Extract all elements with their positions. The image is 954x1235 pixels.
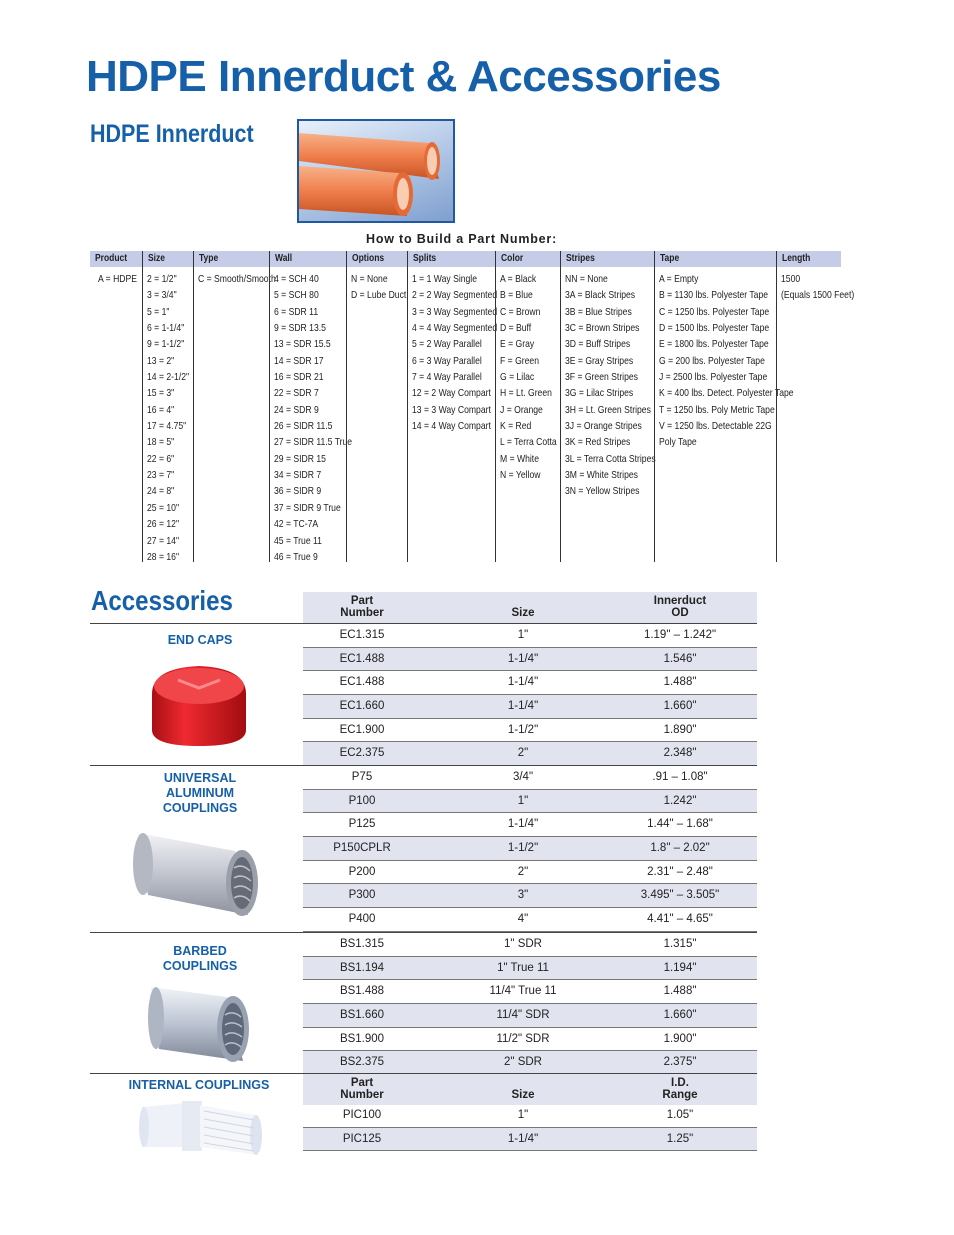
table-row [303,1128,757,1152]
column-tape [654,251,794,562]
table-row [303,980,757,1004]
table-row [303,1051,757,1075]
table-row [303,884,757,908]
list-item: 18 = 5" [147,436,175,449]
list-item: B = 1130 lbs. Polyester Tape [659,289,769,302]
table-row [303,719,757,743]
list-item: 24 = SDR 9 [274,403,319,416]
list-item: 2 = 1/2" [147,273,177,285]
od-cell: 1.488" [663,985,697,998]
size-cell: 3/4" [512,771,534,783]
list-item: 3A = Black Stripes [565,289,636,302]
part-number-cell: P200 [348,865,376,878]
list-item: N = Yellow [500,469,541,482]
column-length [776,251,855,562]
list-item: 1500 [781,273,801,285]
list-item: 4 = 4 Way Segmented [412,322,498,335]
list-item: 5 = SCH 80 [274,289,319,302]
part-number-header: Part Number [340,595,384,619]
od-cell: 1.900" [663,1032,697,1045]
page-title: HDPE Innerduct & Accessories [86,52,721,101]
innerduct-heading: HDPE Innerduct [90,120,254,148]
list-item: 3G = Lilac Stripes [565,387,634,400]
list-item: E = Gray [500,338,535,351]
column-size [142,251,194,562]
part-number-cell: EC1.900 [339,723,385,736]
column-header: Wall [275,253,293,264]
part-number-cell: BS1.488 [339,985,385,998]
od-cell: 1.488" [663,676,697,689]
size-cell: 1" [517,1109,529,1121]
list-item: G = Lilac [500,371,535,384]
column-stripes [560,251,655,562]
list-item: M = White [500,452,540,465]
accessories-table-header [303,592,757,623]
list-item: 16 = 4" [147,403,175,416]
list-item: A = Black [500,273,537,285]
column-splits [407,251,496,562]
list-item: D = Buff [500,322,532,335]
od-cell: 2.375" [663,1056,697,1069]
barbed-couplings-label: BARBED COUPLINGS [162,944,238,973]
list-item: 4 = SCH 40 [274,273,319,285]
list-item: 13 = SDR 15.5 [274,338,331,351]
od-cell: 3.495" – 3.505" [640,889,720,902]
list-item: A = HDPE [98,273,138,285]
list-item: 6 = 3 Way Parallel [412,354,482,367]
size-cell: 1-1/2" [507,842,539,855]
od-cell: 1.8" – 2.02" [650,842,710,855]
list-item: 42 = TC-7A [274,518,319,531]
list-item: J = 2500 lbs. Polyester Tape [659,371,768,384]
part-number-cell: PIC100 [342,1109,382,1121]
part-number-cell: P100 [348,794,376,807]
part-number-cell: EC1.315 [339,629,385,641]
column-header: Type [199,253,219,264]
list-item: V = 1250 lbs. Detectable 22G [659,420,772,433]
column-header: Tape [660,253,680,264]
list-item: 3H = Lt. Green Stripes [565,403,651,416]
part-number-cell: BS1.194 [339,961,385,974]
size-cell: 1-1/4" [507,1132,539,1145]
column-header: Options [352,253,385,264]
table-row [303,1104,757,1128]
end-caps-label: END CAPS [167,633,233,647]
part-number-cell: BS1.315 [339,938,385,950]
size-cell: 1" True 11 [497,961,549,974]
list-item: 3L = Terra Cotta Stripes [565,452,656,465]
list-item: 25 = 10" [147,501,180,514]
od-cell: 1.890" [663,723,697,736]
list-item: 37 = SIDR 9 True [274,501,341,514]
column-header: Color [501,253,524,264]
size-cell: 1-1/2" [507,723,539,736]
list-item: G = 200 lbs. Polyester Tape [659,354,765,367]
list-item: 7 = 4 Way Parallel [412,371,482,384]
column-options [346,251,408,562]
aluminum-couplings-label: UNIVERSAL ALUMINUM COUPLINGS [162,771,238,815]
list-item: 45 = True 11 [274,534,322,547]
list-item: K = 400 lbs. Detect. Polyester Tape [659,387,794,400]
table-row [303,624,757,648]
list-item: 5 = 1" [147,305,170,318]
internal-couplings-rows [303,1104,757,1151]
list-item: 3C = Brown Stripes [565,322,640,335]
list-item: NN = None [565,273,608,285]
list-item: 14 = 2-1/2" [147,371,190,384]
list-item: 3F = Green Stripes [565,371,638,384]
od-cell: 1.194" [663,961,697,974]
size-cell: 11/2" SDR [496,1032,550,1045]
column-header: Stripes [566,253,595,264]
list-item: 3D = Buff Stripes [565,338,631,351]
accessories-heading: Accessories [91,585,233,616]
table-row [303,695,757,719]
value-list [147,271,198,565]
table-row [303,742,757,766]
list-item: 26 = SIDR 11.5 [274,420,333,433]
od-cell: 1.660" [663,700,697,713]
od-cell: 1.05" [666,1109,694,1121]
list-item: 3M = White Stripes [565,469,638,482]
column-header: Splits [413,253,437,264]
list-item: Poly Tape [659,436,697,449]
table-row [303,933,757,957]
list-item: 6 = 1-1/4" [147,322,185,335]
table-row [303,837,757,861]
od-cell: 1.19" – 1.242" [643,629,717,641]
list-item: D = 1500 lbs. Polyester Tape [659,322,770,335]
part-number-cell: P125 [348,818,376,831]
column-header: Length [782,253,811,264]
size-cell: 1" [517,629,529,641]
part-number-header: Part Number [340,1077,384,1101]
list-item: 13 = 3 Way Compart [412,403,491,416]
part-number-cell: P400 [348,913,376,926]
table-row [303,957,757,981]
size-cell: 1" SDR [504,938,542,950]
part-number-cell: BS1.660 [339,1009,385,1022]
list-item: B = Blue [500,289,533,302]
size-cell: 4" [517,913,529,926]
list-item: C = 1250 lbs. Polyester Tape [659,305,770,318]
list-item: 3 = 3 Way Segmented [412,305,498,318]
column-header: Product [95,253,128,264]
size-cell: 2" [517,747,529,760]
list-item: 1 = 1 Way Single [412,273,478,285]
size-cell: 3" [517,889,529,902]
od-cell: 2.348" [663,747,697,760]
list-item: 12 = 2 Way Compart [412,387,491,400]
list-item: 14 = SDR 17 [274,354,324,367]
list-item: J = Orange [500,403,543,416]
list-item: N = None [351,273,388,285]
size-cell: 1" [517,794,529,807]
part-number-builder-title: How to Build a Part Number: [366,232,558,246]
part-number-cell: EC1.488 [339,676,385,689]
part-number-cell: P75 [351,771,373,783]
part-number-cell: EC1.660 [339,700,385,713]
od-cell: 1.660" [663,1009,697,1022]
table-row [303,908,757,932]
list-item: 17 = 4.75" [147,420,187,433]
table-row [303,648,757,672]
internal-couplings-header [303,1074,757,1105]
part-number-cell: P300 [348,889,376,902]
table-row [303,790,757,814]
barbed-coupling-image [145,975,253,1067]
part-number-cell: EC1.488 [339,652,385,665]
table-row [303,766,757,790]
size-cell: 1-1/4" [507,676,539,689]
table-row [303,1028,757,1052]
list-item: 46 = True 9 [274,550,318,563]
list-item: 27 = 14" [147,534,180,547]
part-number-cell: EC2.375 [339,747,385,760]
list-item: 34 = SIDR 7 [274,469,322,482]
list-item: 6 = SDR 11 [274,305,319,318]
size-cell: 2" SDR [504,1056,542,1069]
size-cell: 1-1/4" [507,818,539,831]
part-number-cell: P150CPLR [333,842,391,855]
innerduct-photo [297,119,455,223]
end-caps-rows [303,624,757,766]
part-number-cell: BS1.900 [339,1032,385,1045]
table-row [303,813,757,837]
barbed-couplings-rows [303,933,757,1075]
list-item: 14 = 4 Way Compart [412,420,491,433]
list-item: 13 = 2" [147,354,175,367]
list-item: 27 = SIDR 11.5 True [274,436,353,449]
od-cell: 1.25" [666,1132,694,1145]
list-item: D = Lube Duct [351,289,407,302]
list-item: 23 = 7" [147,469,175,482]
list-item: 3N = Yellow Stripes [565,485,640,498]
list-item: 22 = 6" [147,452,175,465]
internal-coupling-image [138,1097,264,1159]
part-number-cell: BS2.375 [339,1056,385,1069]
table-row [303,861,757,885]
aluminum-coupling-image [130,823,265,923]
list-item: 3J = Orange Stripes [565,420,642,433]
column-header: Size [148,253,166,264]
list-item: 22 = SDR 7 [274,387,319,400]
list-item: 28 = 16" [147,550,180,563]
list-item: 2 = 2 Way Segmented [412,289,498,302]
od-cell: 1.315" [663,938,697,950]
id-range-header: I.D. Range [662,1077,698,1101]
size-header: Size [511,1089,535,1101]
part-number-cell: PIC125 [342,1132,382,1145]
od-header: Innerduct OD [653,595,707,619]
list-item: T = 1250 lbs. Poly Metric Tape [659,403,775,416]
list-item: 5 = 2 Way Parallel [412,338,482,351]
list-item: L = Terra Cotta [500,436,557,449]
list-item: C = Brown [500,305,541,318]
list-item: 9 = 1-1/2" [147,338,185,351]
list-item: K = Red [500,420,532,433]
value-list [781,271,870,304]
column-product [90,251,142,562]
list-item: 15 = 3" [147,387,175,400]
size-header: Size [511,607,535,619]
part-number-table [90,251,855,563]
size-cell: 1-1/4" [507,652,539,665]
od-cell: 4.41" – 4.65" [647,913,713,926]
list-item: 3E = Gray Stripes [565,354,634,367]
list-item: (Equals 1500 Feet) [781,289,855,302]
value-list [98,271,146,287]
list-item: 3K = Red Stripes [565,436,631,449]
list-item: 29 = SIDR 15 [274,452,326,465]
list-item: F = Green [500,354,540,367]
column-type [193,251,276,562]
internal-couplings-label: INTERNAL COUPLINGS [128,1078,270,1092]
table-row [303,671,757,695]
end-cap-image [148,660,250,748]
column-color [495,251,561,562]
list-item: A = Empty [659,273,699,285]
list-item: 9 = SDR 13.5 [274,322,326,335]
table-row [303,1004,757,1028]
list-item: 26 = 12" [147,518,180,531]
list-item: H = Lt. Green [500,387,552,400]
list-item: E = 1800 lbs. Polyester Tape [659,338,769,351]
list-item: 16 = SDR 21 [274,371,324,384]
value-list [500,271,569,483]
size-cell: 11/4" SDR [496,1009,550,1022]
list-item: 24 = 8" [147,485,175,498]
size-cell: 2" [517,865,529,878]
list-item: 3 = 3/4" [147,289,177,302]
column-wall [269,251,353,563]
od-cell: 1.44" – 1.68" [647,818,713,831]
size-cell: 1-1/4" [507,700,539,713]
aluminum-couplings-rows [303,766,757,932]
list-item: C = Smooth/Smooth [198,273,276,285]
size-cell: 11/4" True 11 [489,985,557,998]
list-item: 3B = Blue Stripes [565,305,632,318]
od-cell: 1.546" [663,652,697,665]
list-item: 36 = SIDR 9 [274,485,322,498]
od-cell: 2.31" – 2.48" [647,865,713,878]
od-cell: 1.242" [663,794,697,807]
od-cell: .91 – 1.08" [652,771,708,783]
